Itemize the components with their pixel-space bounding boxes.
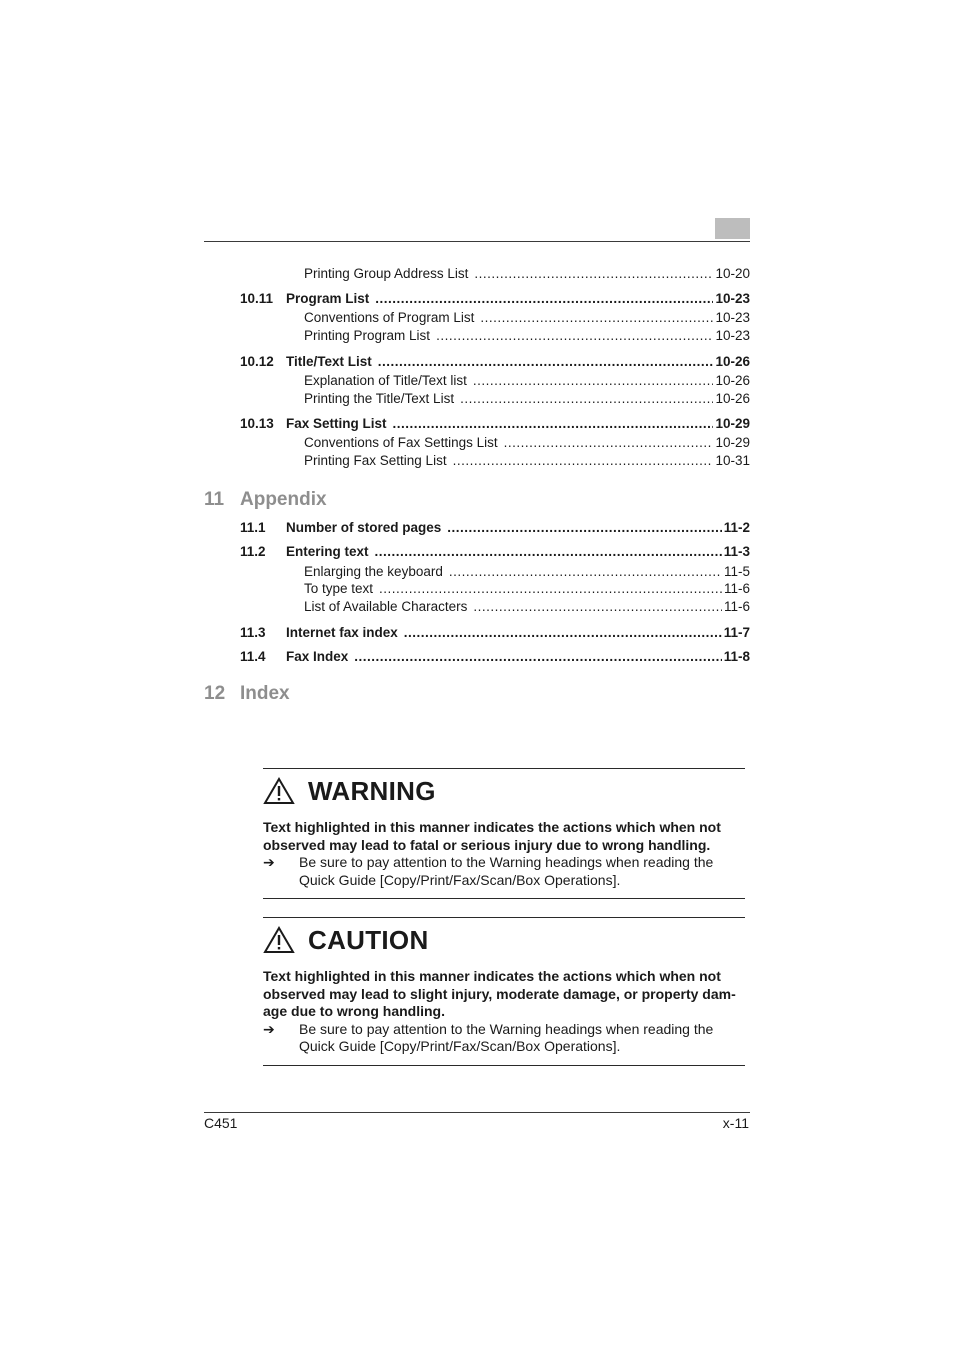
toc-entry-page: 11-7: [723, 625, 750, 640]
toc-entry-number: 10.11: [240, 291, 274, 306]
toc-entry-label: Internet fax index: [286, 625, 398, 640]
warning-description: [263, 819, 745, 854]
chapter-title: Appendix: [240, 489, 327, 510]
caution-box: [263, 917, 745, 1066]
toc-entry-number: 10.12: [240, 354, 274, 369]
toc-subentry[interactable]: [304, 453, 750, 469]
toc-dot-leader: [375, 291, 713, 307]
toc-dot-leader: [393, 416, 714, 432]
toc-entry-page: 10-29: [715, 416, 750, 431]
toc-entry-label: Program List: [286, 291, 370, 306]
header-rule: [204, 241, 750, 242]
toc-entry-page: 10-29: [715, 435, 750, 450]
toc-dot-leader: [379, 581, 722, 597]
toc-section-entry[interactable]: [240, 354, 750, 370]
toc-entry-page: 11-5: [723, 564, 750, 579]
toc-entry-label: Fax Setting List: [286, 416, 387, 431]
toc-entry-label: To type text: [304, 581, 374, 596]
toc-section-entry[interactable]: [240, 649, 750, 665]
warning-bullet-line: Be sure to pay attention to the Warning headings when reading the: [299, 854, 714, 870]
toc-dot-leader: [354, 649, 721, 665]
toc-entry-label: Title/Text List: [286, 354, 372, 369]
toc-entry-number: 10.13: [240, 416, 274, 431]
caution-description-line: Text highlighted in this manner indicates the actions which when not: [263, 968, 721, 984]
toc-entry-page: 10-23: [715, 291, 750, 306]
arrow-icon: ➔: [263, 1020, 275, 1037]
caution-top-rule: [263, 917, 745, 918]
caution-bullet: [263, 1021, 745, 1056]
warning-title: WARNING: [308, 775, 436, 806]
toc-dot-leader: [378, 354, 714, 370]
toc-entry-page: 11-2: [723, 520, 750, 535]
chapter-title: Index: [240, 683, 290, 704]
toc-subentry[interactable]: [304, 266, 750, 282]
caution-triangle-icon: [263, 926, 295, 954]
chapter-number: 12: [204, 683, 226, 704]
toc-dot-leader: [473, 599, 722, 615]
toc-entry-page: 10-26: [715, 373, 750, 388]
caution-bullet-line: Be sure to pay attention to the Warning headings when reading the: [299, 1020, 714, 1037]
toc-entry-page: 10-23: [715, 328, 750, 343]
toc-entry-label: Conventions of Fax Settings List: [304, 435, 498, 450]
toc-entry-label: Printing the Title/Text List: [304, 391, 455, 406]
toc-dot-leader: [453, 453, 714, 469]
toc-dot-leader: [474, 266, 713, 282]
toc-entry-number: 11.2: [240, 544, 266, 559]
toc-entry-label: Enlarging the keyboard: [304, 564, 443, 579]
footer-page-number: x-11: [722, 1115, 749, 1131]
toc-entry-page: 10-26: [715, 391, 750, 406]
toc-section-entry[interactable]: [240, 520, 750, 536]
chapter-number: 11: [204, 489, 225, 510]
toc-entry-page: 11-6: [723, 581, 750, 596]
toc-subentry[interactable]: [304, 391, 750, 407]
toc-entry-label: Printing Fax Setting List: [304, 453, 447, 468]
toc-subentry[interactable]: [304, 581, 750, 597]
toc-entry-number: 11.4: [240, 649, 266, 664]
toc-dot-leader: [449, 564, 722, 580]
footer-rule: [204, 1112, 750, 1113]
toc-subentry[interactable]: [304, 328, 750, 344]
chapter-11-heading[interactable]: [204, 489, 327, 511]
toc-entry-label: Number of stored pages: [286, 520, 442, 535]
caution-bottom-rule: [263, 1065, 745, 1066]
toc-entry-label: Explanation of Title/Text list: [304, 373, 467, 388]
toc-entry-page: 10-26: [715, 354, 750, 369]
caution-description-line: age due to wrong handling.: [263, 1003, 445, 1019]
toc-entry-label: Entering text: [286, 544, 369, 559]
caution-description-line: observed may lead to slight injury, moderate damage, or property dam-: [263, 985, 736, 1002]
toc-subentry[interactable]: [304, 564, 750, 580]
toc-subentry[interactable]: [304, 435, 750, 451]
warning-header: [263, 773, 745, 809]
toc-entry-label: Printing Group Address List: [304, 266, 469, 281]
toc-entry-label: Conventions of Program List: [304, 310, 475, 325]
toc-dot-leader: [473, 373, 714, 389]
arrow-icon: ➔: [263, 854, 275, 870]
toc-dot-leader: [436, 328, 713, 344]
toc-dot-leader: [404, 625, 722, 641]
toc-entry-label: Fax Index: [286, 649, 349, 664]
warning-bullet-line: Quick Guide [Copy/Print/Fax/Scan/Box Operations].: [299, 871, 621, 888]
toc-section-entry[interactable]: [240, 416, 750, 432]
toc-entry-page: 10-23: [715, 310, 750, 325]
toc-entry-page: 11-6: [723, 599, 750, 614]
warning-triangle-icon: [263, 777, 295, 805]
toc-section-entry[interactable]: [240, 625, 750, 641]
toc-dot-leader: [447, 520, 721, 536]
toc-entry-page: 10-20: [715, 266, 750, 281]
toc-dot-leader: [460, 391, 713, 407]
toc-subentry[interactable]: [304, 310, 750, 326]
caution-bullet-line: Quick Guide [Copy/Print/Fax/Scan/Box Operations].: [299, 1038, 621, 1054]
toc-entry-number: 11.3: [240, 625, 266, 640]
caution-header: [263, 922, 745, 958]
warning-description-line: Text highlighted in this manner indicates the actions which when not: [263, 819, 721, 835]
toc-entry-page: 10-31: [715, 453, 750, 468]
toc-dot-leader: [504, 435, 714, 451]
toc-section-entry[interactable]: [240, 291, 750, 307]
toc-dot-leader: [480, 310, 713, 326]
chapter-tab-marker: [715, 218, 750, 239]
toc-entry-page: 11-3: [723, 544, 750, 559]
toc-entry-number: 11.1: [240, 520, 266, 535]
warning-box: [263, 768, 745, 899]
warning-bullet: [263, 854, 745, 889]
toc-section-entry[interactable]: [240, 544, 750, 560]
caution-description: [263, 968, 745, 1021]
chapter-12-heading[interactable]: [204, 683, 290, 705]
warning-bottom-rule: [263, 898, 745, 899]
toc-entry-page: 11-8: [723, 649, 750, 664]
caution-title: CAUTION: [308, 924, 429, 955]
warning-description-line: observed may lead to fatal or serious injury due to wrong handling.: [263, 836, 711, 853]
toc-subentry[interactable]: [304, 599, 750, 615]
footer-model: C451: [204, 1115, 238, 1131]
toc-entry-label: Printing Program List: [304, 328, 431, 343]
toc-entry-label: List of Available Characters: [304, 599, 468, 614]
toc-subentry[interactable]: [304, 373, 750, 389]
warning-top-rule: [263, 768, 745, 769]
toc-dot-leader: [375, 544, 722, 560]
